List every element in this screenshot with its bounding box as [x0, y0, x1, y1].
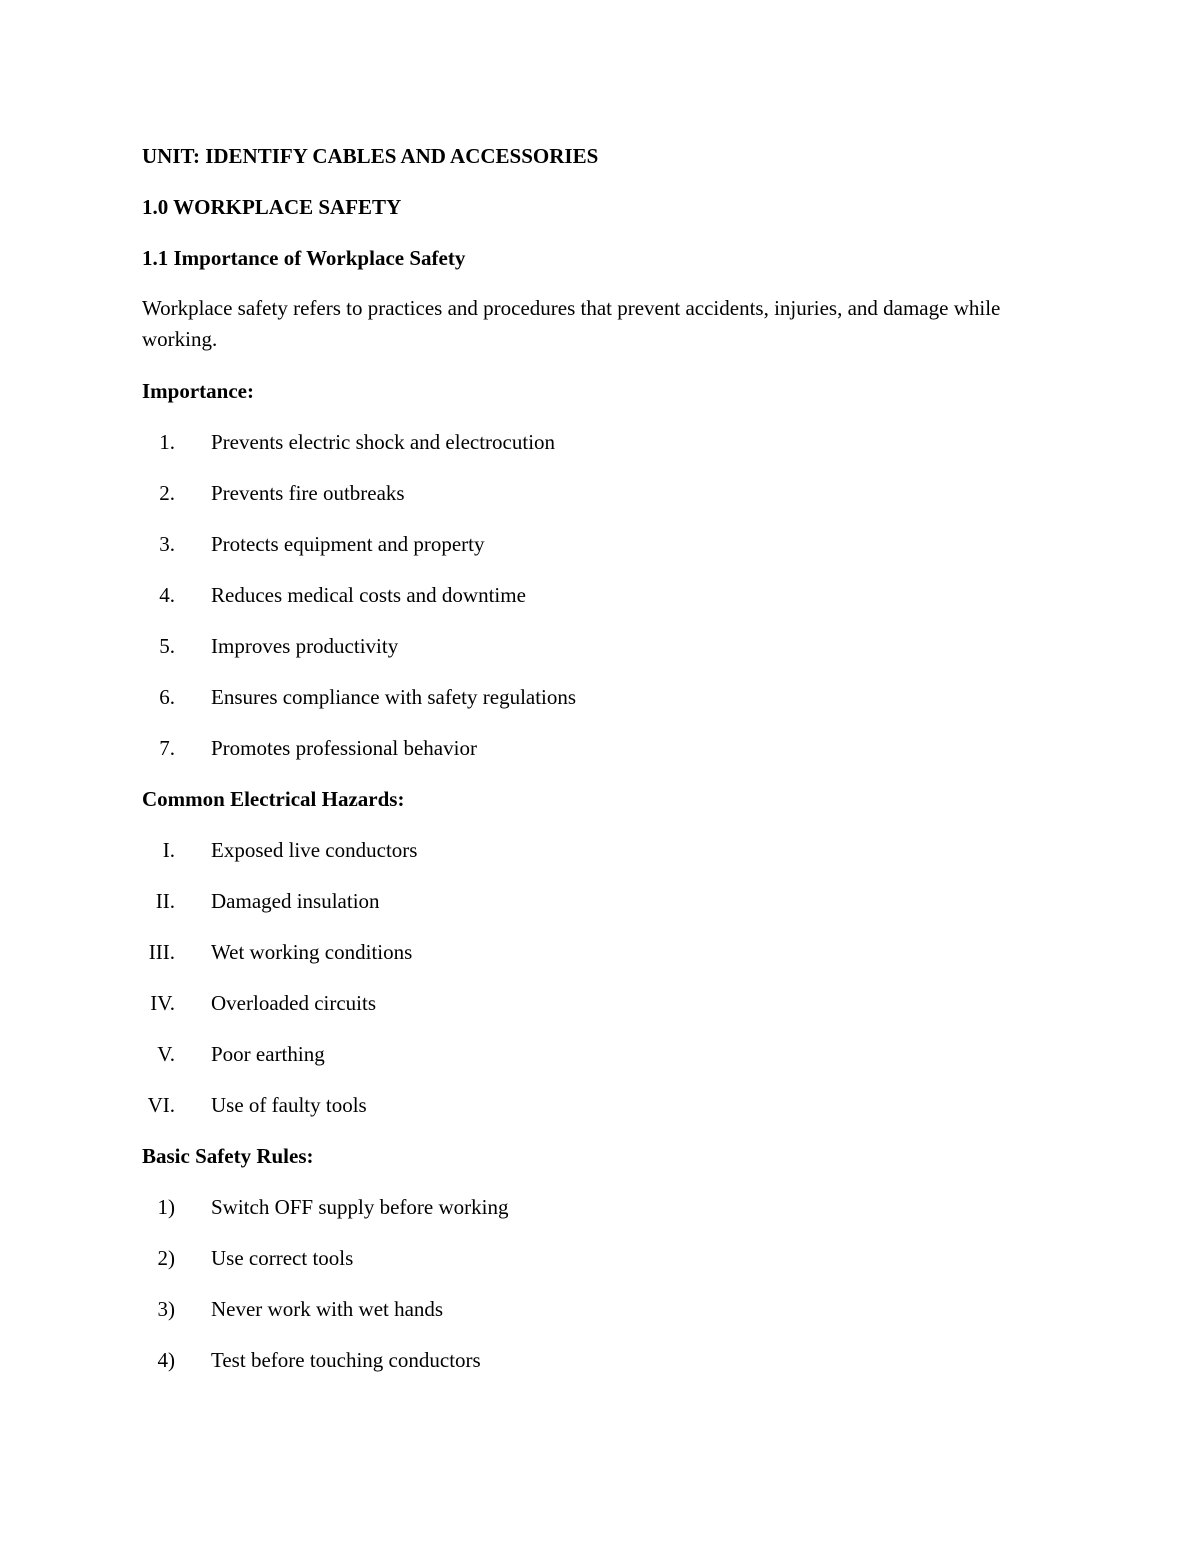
list-item	[142, 1089, 1062, 1140]
list-marker: 7.	[159, 736, 175, 760]
list-marker: 2)	[157, 1246, 175, 1270]
list-item	[142, 630, 1062, 681]
rules-list	[142, 1191, 1062, 1395]
intro-paragraph: Workplace safety refers to practices and procedures that prevent accidents, injuries, and damage while working.	[142, 296, 1001, 351]
list-item	[142, 885, 1062, 936]
list-item	[142, 987, 1062, 1038]
list-item	[142, 1038, 1062, 1089]
list-item-text: Prevents fire outbreaks	[211, 481, 405, 505]
list-item-text: Use correct tools	[211, 1246, 354, 1270]
unit-heading: UNIT: IDENTIFY CABLES AND ACCESSORIES	[142, 144, 599, 168]
list-item-text: Damaged insulation	[211, 889, 380, 913]
list-item	[142, 732, 1062, 783]
list-item-text: Poor earthing	[211, 1042, 325, 1066]
list-item-text: Protects equipment and property	[211, 532, 485, 556]
list-item	[142, 681, 1062, 732]
list-item-text: Reduces medical costs and downtime	[211, 583, 526, 607]
list-item-text: Never work with wet hands	[211, 1297, 444, 1321]
list-item	[142, 1191, 1062, 1242]
list-item-text: Switch OFF supply before working	[211, 1195, 509, 1219]
list-marker: III.	[148, 940, 175, 964]
list-marker: 2.	[159, 481, 175, 505]
importance-list	[142, 426, 1062, 783]
list-marker: 4)	[157, 1348, 175, 1372]
list-item	[142, 1293, 1062, 1344]
list-marker: 4.	[159, 583, 175, 607]
list-item-text: Use of faulty tools	[211, 1093, 367, 1117]
rules-heading: Basic Safety Rules:	[142, 1144, 314, 1168]
list-item-text: Exposed live conductors	[211, 838, 418, 862]
list-marker: 1)	[157, 1195, 175, 1219]
list-item-text: Test before touching conductors	[211, 1348, 481, 1372]
list-marker: 3)	[157, 1297, 175, 1321]
list-item	[142, 1242, 1062, 1293]
list-item-text: Ensures compliance with safety regulations	[211, 685, 577, 709]
list-item	[142, 834, 1062, 885]
importance-heading: Importance:	[142, 379, 254, 403]
list-item	[142, 579, 1062, 630]
list-item-text: Prevents electric shock and electrocution	[211, 430, 556, 454]
list-item	[142, 426, 1062, 477]
list-marker: IV.	[150, 991, 175, 1015]
list-marker: 5.	[159, 634, 175, 658]
list-item-text: Promotes professional behavior	[211, 736, 477, 760]
list-marker: V.	[157, 1042, 175, 1066]
hazards-heading: Common Electrical Hazards:	[142, 787, 405, 811]
list-item	[142, 528, 1062, 579]
subsection-heading: 1.1 Importance of Workplace Safety	[142, 246, 466, 270]
list-item	[142, 477, 1062, 528]
list-item	[142, 1344, 1062, 1395]
section-heading: 1.0 WORKPLACE SAFETY	[142, 195, 402, 219]
list-item	[142, 936, 1062, 987]
list-item-text: Overloaded circuits	[211, 991, 377, 1015]
list-marker: I.	[162, 838, 175, 862]
hazards-list	[142, 834, 1062, 1140]
list-marker: II.	[155, 889, 175, 913]
list-item-text: Wet working conditions	[211, 940, 413, 964]
document-page	[142, 140, 1062, 1395]
list-marker: VI.	[147, 1093, 175, 1117]
list-item-text: Improves productivity	[211, 634, 399, 658]
list-marker: 6.	[159, 685, 175, 709]
list-marker: 3.	[159, 532, 175, 556]
list-marker: 1.	[159, 430, 175, 454]
